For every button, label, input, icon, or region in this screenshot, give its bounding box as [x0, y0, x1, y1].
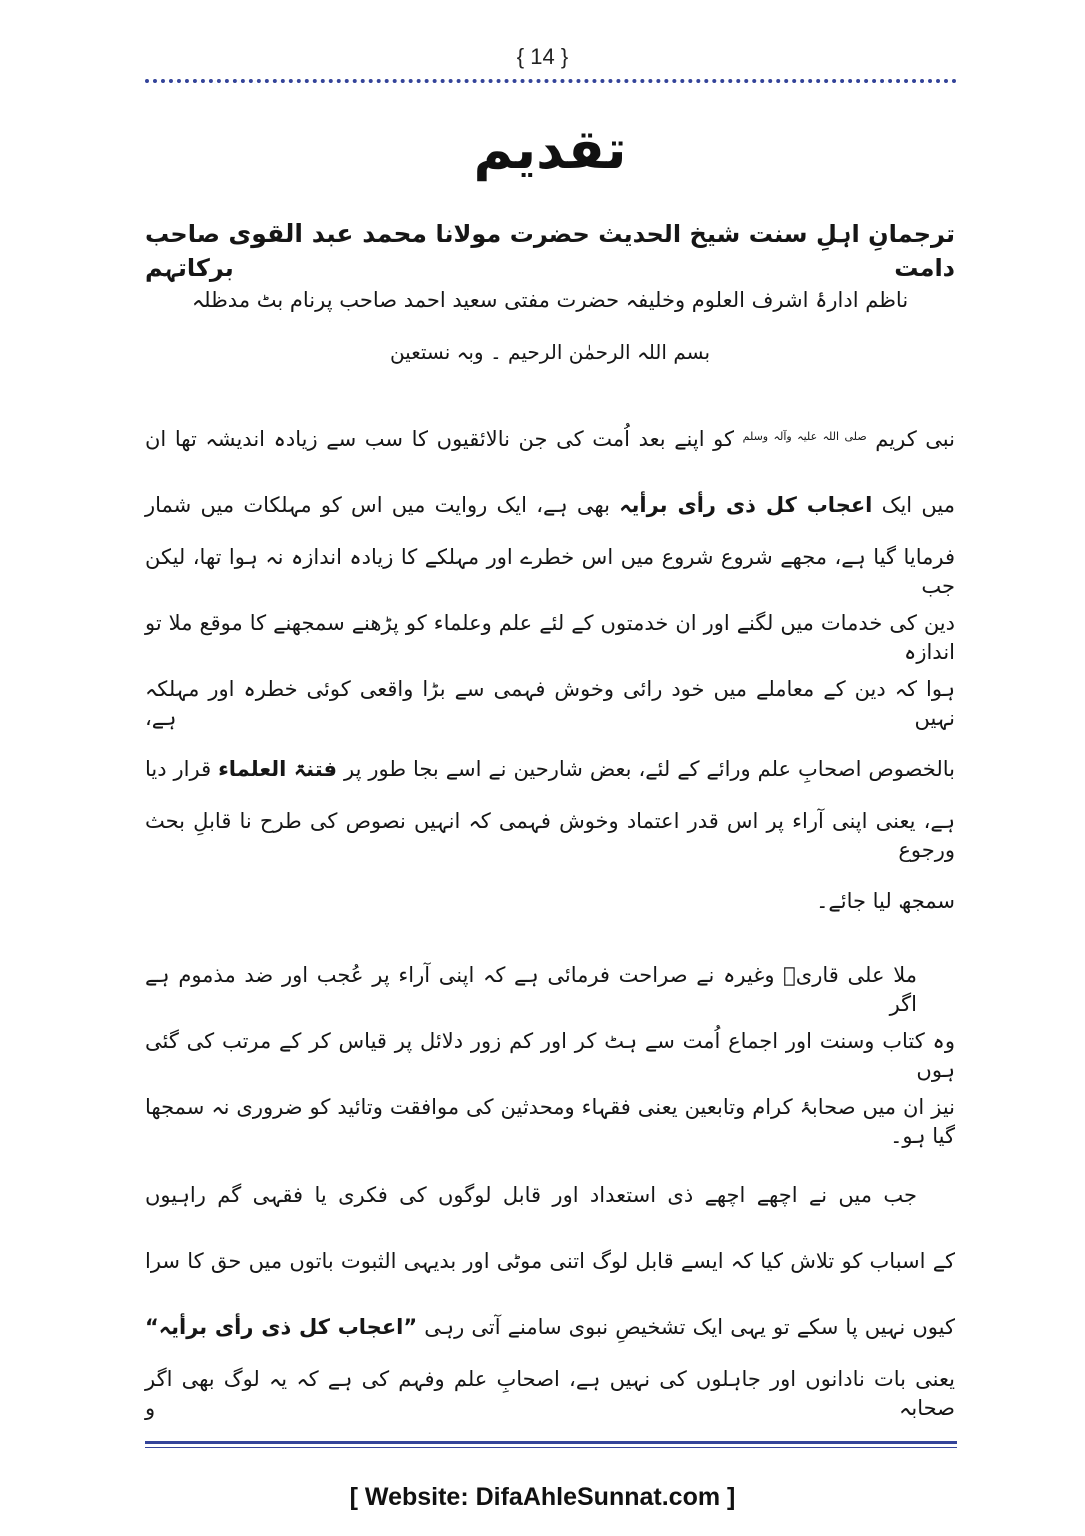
text-segment: بالخصوص اصحابِ علم ورائے کے لئے، بعض شارحین نے اسے بجا طور پر	[343, 757, 955, 782]
text-line	[145, 605, 955, 671]
text-segment: کو اپنے بعد اُمت کی جن نالائقیوں کا سب سے زیادہ اندیشہ تھا ان	[145, 427, 734, 452]
text-line	[145, 1229, 955, 1295]
text-line	[145, 1023, 955, 1089]
website-footer: [ Website: DifaAhleSunnat.com ]	[349, 1483, 736, 1511]
text-line	[145, 671, 955, 737]
byline-author	[145, 216, 955, 285]
byline-designation: ناظم ادارۂ اشرف العلوم وخلیفہ حضرت مفتی سعید احمد صاحب پرنام بٹ مدظلہ	[191, 288, 909, 312]
bold-phrase: ”اعجاب کل ذی رأی برأیہ“	[145, 1315, 418, 1340]
text-segment: فرمایا گیا ہے، مجھے شروع شروع میں اس خطرے اور مہلکے کا زیادہ اندازہ نہ ہوا تھا، لیکن جب	[145, 544, 955, 598]
text-line	[145, 1089, 955, 1155]
text-line	[145, 1361, 955, 1427]
text-line	[145, 407, 955, 473]
footer-double-rule	[145, 1441, 957, 1448]
body-text	[145, 407, 955, 1427]
text-segment: میں ایک	[881, 493, 955, 518]
text-segment: جب میں نے اچھے اچھے ذی استعداد اور قابل لوگوں کی فکری یا فقہی گم راہیوں	[145, 1183, 917, 1208]
chapter-title: تقدیم	[473, 118, 627, 181]
byline-author-suffix: صاحب دامت برکاتہم	[145, 220, 955, 282]
text-segment: ہوا کہ دین کے معاملے میں خود رائی وخوش فہمی سے بڑا واقعی کوئی خطرہ اور مہلکہ نہیں ہے،	[145, 676, 955, 730]
text-segment: کیوں نہیں پا سکے تو یہی ایک تشخیصِ نبوی سامنے آتی رہی	[424, 1315, 955, 1340]
honorific: صلی اللہ علیہ وآلہ وسلم	[742, 430, 867, 444]
text-segment: نبی کریم	[875, 427, 955, 452]
text-segment: بھی ہے، ایک روایت میں اس کو مہلکات میں شمار	[145, 493, 610, 518]
byline-author-name: محمد عبد القوی	[228, 219, 427, 248]
text-segment: ملا علی قاریؒ وغیرہ نے صراحت فرمائی ہے کہ اپنی آراء پر عُجب اور ضد مذموم ہے اگر	[145, 962, 917, 1016]
text-line	[145, 803, 955, 869]
text-segment: کے اسباب کو تلاش کیا کہ ایسے قابل لوگ اتنی موٹی اور بدیہی الثبوت باتوں میں حق کا سرا	[145, 1249, 955, 1274]
paragraph	[145, 407, 955, 935]
text-segment: قرار دیا	[145, 757, 212, 782]
text-segment: وہ کتاب وسنت اور اجماع اُمت سے ہٹ کر اور کم زور دلائل پر قیاس کر کے مرتب کی گئی ہوں	[145, 1028, 955, 1082]
text-line	[145, 869, 955, 935]
byline-author-prefix: ترجمانِ اہلِ سنت شیخ الحدیث حضرت مولانا	[435, 220, 955, 248]
paragraph	[145, 1163, 955, 1427]
text-line	[145, 539, 955, 605]
text-line	[145, 473, 955, 539]
bold-phrase: فتنۃ العلماء	[218, 757, 338, 782]
text-line	[145, 737, 955, 803]
text-segment: یعنی بات نادانوں اور جاہلوں کی نہیں ہے، اصحابِ علم وفہم کی ہے کہ یہ لوگ بھی اگر صحابہ و	[145, 1366, 955, 1420]
page-number: { 14 }	[516, 44, 569, 69]
bold-phrase: اعجاب کل ذی رأی برأیہ	[619, 493, 873, 518]
text-segment: دین کی خدمات میں لگنے اور ان خدمتوں کے لئے علم وعلماء کو پڑھنے سمجھنے کا موقع ملا تو اندازہ	[145, 610, 955, 664]
text-segment: ہے، یعنی اپنی آراء پر اس قدر اعتماد وخوش فہمی کہ انہیں نصوص کی طرح نا قابلِ بحث ورجوع	[145, 808, 955, 862]
text-line	[145, 1295, 955, 1361]
header-dotted-rule	[145, 79, 957, 83]
text-line	[145, 1163, 955, 1229]
text-line	[145, 957, 955, 1023]
text-segment: نیز ان میں صحابۂ کرام وتابعین یعنی فقہاء ومحدثین کی موافقت وتائید کو ضروری نہ سمجھا گیا ہو۔	[145, 1094, 955, 1148]
paragraph	[145, 957, 955, 1155]
bismillah-line: بسم اللہ الرحمٰن الرحیم ۔ وبہ نستعین	[389, 340, 711, 364]
text-segment: سمجھ لیا جائے۔	[816, 889, 955, 914]
